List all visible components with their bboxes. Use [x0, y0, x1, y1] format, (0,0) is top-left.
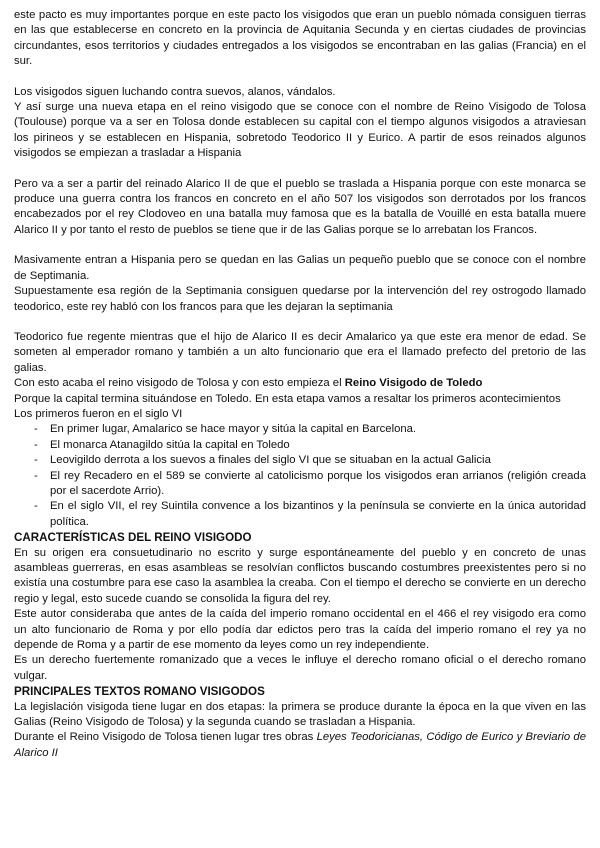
toledo-bold-text: Reino Visigodo de Toledo	[344, 377, 483, 390]
paragraph-origen: En su origen era consuetudinario no escrito y surge espontáneamente del pueblo y en concreto de unas asambleas guerreras, en esas asambleas se resolvían conflictos buscando costumbres preexistentes pero si no existía una costumbre para ese caso la asamblea la creaba. Con el tiempo el derecho se convierte en un derecho regio y legal, esto sucede cuando se consolida la figura del rey.	[14, 546, 586, 605]
paragraph-luchando: Los visigodos siguen luchando contra suevos, alanos, vándalos.	[14, 85, 336, 98]
paragraph-legislacion: La legislación visigoda tiene lugar en dos etapas: la primera se produce durante la época en la que viven en las Galias (Reino Visigodo de Tolosa) y la segunda cuando se trasladan a Hispania.	[14, 700, 586, 729]
paragraph-alarico: Pero va a ser a partir del reinado Alarico II de que el pueblo se traslada a Hispania porque con este monarca se produce una guerra contra los francos en concreto en el año 507 los visigodos son derrotados por los francos encabezados por el rey Clodoveo en una batalla muy famosa que es la batalla de Vouillé en esta batalla muere Alarico II y por tanto el resto de pueblos se tiene que ir de las Galias porque se lo arrebatan los Francos.	[14, 177, 586, 236]
obras-intro-text: Durante el Reino Visigodo de Tolosa tienen lugar tres obras	[14, 731, 317, 744]
paragraph-capital: Porque la capital termina situándose en Toledo. En esta etapa vamos a resaltar los primeros acontecimientos	[14, 392, 561, 405]
paragraph-septimania: Masivamente entran a Hispania pero se quedan en las Galias un pequeño pueblo que se conoce con el nombre de Septimania.	[14, 254, 586, 282]
paragraph-pacto: este pacto es muy importantes porque en este pacto los visigodos que eran un pueblo nómada consiguen tierras en las que establecerse en concreto en la provincia de Aquitania Secunda y en ciertas ciudades de provincias circundantes, esos territorios y ciudades entregados a los visigodos se encontraban en las galias (Francia) en el sur.	[14, 9, 586, 68]
paragraph-tolosa: Y así surge una nueva etapa en el reino visigodo que se conoce con el nombre de Reino Visigodo de Tolosa (Toulouse) porque va a ser en Tolosa donde establecen su capital con el tiempo algunos visigodos a atraviesan los pirineos y se establecen en Hispania, sobretodo Teodorico II y Eurico. A partir de esos reinados algunos visigodos se empiezan a trasladar a Hispania	[14, 101, 586, 160]
paragraph-teodorico-rey: Supuestamente esa región de la Septimania consiguen quedarse por la intervención del rey ostrogodo llamado teodorico, este rey habló con los francos para que les dejaran la septimania	[14, 285, 586, 313]
list-item: - En primer lugar, Amalarico se hace mayor y sitúa la capital en Barcelona.	[14, 422, 586, 437]
list-item: - Leovigildo derrota a los suevos a finales del siglo VI que se situaban en la actual Galicia	[14, 453, 586, 468]
paragraph-regente: Teodorico fue regente mientras que el hijo de Alarico II es decir Amalarico ya que este era menor de edad. Se someten al emperador romano y también a un alto funcionario que era el llamado prefecto del pretorio de las galias.	[14, 330, 586, 374]
list-item: - El rey Recadero en el 589 se convierte al catolicismo porque los visigodos eran arrianos (religión creada por el sacerdote Arrio).	[14, 469, 586, 500]
paragraph-romanizado: Es un derecho fuertemente romanizado que a veces le influye el derecho romano oficial o el derecho romano vulgar.	[14, 654, 586, 682]
toledo-intro-text: Con esto acaba el reino visigodo de Tolosa y con esto empieza el	[14, 377, 345, 390]
section-heading-textos: PRINCIPALES TEXTOS ROMANO VISIGODOS	[14, 685, 265, 699]
section-heading-caracteristicas: CARACTERÍSTICAS DEL REINO VISIGODO	[14, 531, 252, 545]
paragraph-siglo-vi: Los primeros fueron en el siglo VI	[14, 407, 183, 420]
paragraph-toledo	[14, 376, 586, 391]
paragraph-autor: Este autor consideraba que antes de la caída del imperio romano occidental en el 466 el rey visigodo era como un alto funcionario de Roma y por ello podía dar edictos pero tras la caída del imperio romano el rey ya no depende de Roma y a partir de ese momento da leyes como un rey independiente.	[14, 608, 586, 652]
paragraph-obras	[14, 730, 586, 761]
events-list	[14, 422, 586, 530]
list-item: - En el siglo VII, el rey Suintila convence a los bizantinos y la península se convierte en la única autoridad política.	[14, 499, 586, 530]
obras-italic-text: Leyes Teodoricianas, Código de Eurico y Breviario de Alarico II	[14, 731, 586, 759]
list-item: - El monarca Atanagildo sitúa la capital en Toledo	[14, 438, 586, 453]
